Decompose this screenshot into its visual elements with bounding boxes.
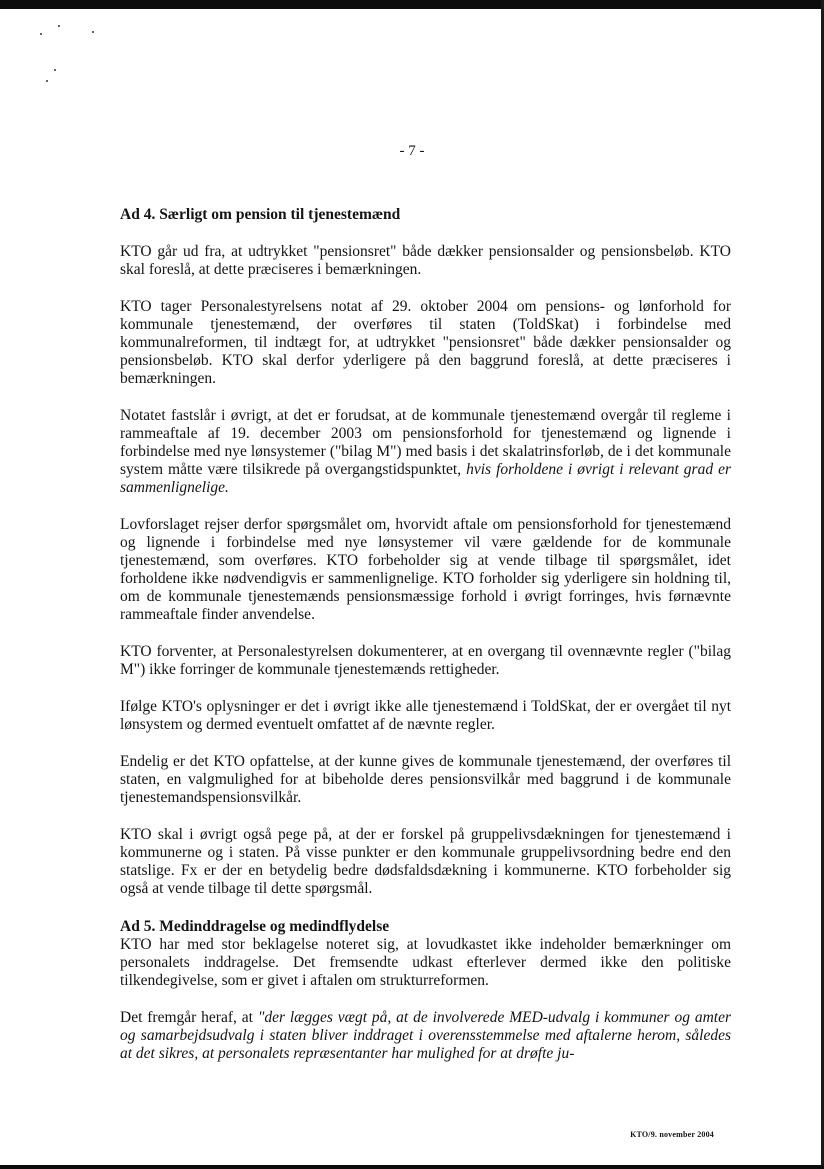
quotation-text: "der lægges vægt på, at de involverede MED-udvalg i kommuner og amter og samarbejdsudvalg i staten bliver inddraget i overensstemmelse med aftalerne herom, således at det sikres, at personalets repræsentanter har mulighed for at drøfte ju- — [120, 1009, 731, 1062]
scan-speck — [92, 31, 94, 33]
scan-top-edge — [0, 0, 824, 9]
paragraph: Ifølge KTO's oplysninger er det i øvrigt ikke alle tjenestemænd i ToldSkat, der er overgået til nyt lønsystem og dermed eventuelt omfattet af de nævnte regler. — [120, 698, 731, 733]
scan-speck — [40, 33, 42, 35]
paragraph: KTO forventer, at Personalestyrelsen dokumenterer, at en overgang til ovennævnte regler ("bilag M") ikke forringer de kommunale tjenestemænds rettigheder. — [120, 643, 731, 678]
paragraph-italic-text: hvis forholdene i øvrigt i relevant grad er sammenlignelige. — [120, 461, 731, 496]
paragraph: KTO går ud fra, at udtrykket "pensionsret" både dækker pensionsalder og pensionsbeløb. KTO skal foreslå, at dette præciseres i bemærkningen. — [120, 243, 731, 278]
section-heading-5: Ad 5. Medinddragelse og medindflydelse — [120, 918, 390, 935]
paragraph — [120, 1009, 731, 1063]
paragraph — [120, 407, 731, 497]
page-number: - 7 - — [399, 143, 425, 159]
scan-speck — [54, 69, 56, 71]
paragraph-text: Det fremgår heraf, at — [120, 1009, 258, 1026]
paragraph: Endelig er det KTO opfattelse, at der kunne gives de kommunale tjenestemænd, der overføres til staten, en valgmulighed for at bibeholde deres pensionsvilkår med baggrund i de kommunale tjenestemandspensionsvilkår. — [120, 753, 731, 806]
section-heading-4: Ad 4. Særligt om pension til tjenestemænd — [120, 206, 401, 223]
paragraph: KTO har med stor beklagelse noteret sig, at lovudkastet ikke indeholder bemærkninger om personalets inddragelse. Det fremsendte udkast efterlever dermed ikke den politiske tilkendegivelse, som er givet i aftalen om strukturreformen. — [120, 936, 731, 989]
scan-bottom-edge — [0, 1165, 824, 1169]
scan-speck — [46, 80, 48, 82]
document-body — [120, 205, 731, 1082]
paragraph: Lovforslaget rejser derfor spørgsmålet om, hvorvidt aftale om pensionsforhold for tjenestemænd og lignende i forbindelse med nye lønsystemer vil være gældende for de kommunale tjenestemænd, som overføres. KTO forbeholder sig at vende tilbage til spørgsmålet, idet forholdene ikke nødvendigvis er sammenlignelige. KTO forholder sig yderligere sin holdning til, om de kommunale tjenestemænds pensionsmæssige forhold i øvrigt forringes, hvis førnævnte rammeaftale finder anvendelse. — [120, 516, 731, 623]
paragraph-text: Notatet fastslår i øvrigt, at det er forudsat, at de kommunale tjenestemænd overgår til regleme i rammeaftale af 19. december 2003 om pensionsforhold for tjenestemænd og lignende i forbindelse med nye lønsystemer ("bilag M") med basis i det skalatrinsforløb, de i det kommunale system måtte være tilsikrede på overgangstidspunktet, — [120, 407, 731, 478]
footer-date: KTO/9. november 2004 — [630, 1130, 714, 1139]
paragraph: KTO skal i øvrigt også pege på, at der er forskel på gruppelivsdækningen for tjenestemænd i kommunerne og i staten. På visse punkter er den kommunale gruppelivsordning bedre end den statslige. Fx er der en betydelig bedre dødsfaldsdækning i kommunerne. KTO forbeholder sig også at vende tilbage til dette spørgsmål. — [120, 826, 731, 897]
paragraph: KTO tager Personalestyrelsens notat af 29. oktober 2004 om pensions- og lønforhold for kommunale tjenestemænd, der overføres til staten (ToldSkat) i forbindelse med kommunalreformen, til indtægt for, at udtrykket "pensionsret" både dækker pensionsalder og pensionsbeløb. KTO skal derfor yderligere på den baggrund foreslå, at dette præciseres i bemærkningen. — [120, 298, 731, 387]
scan-speck — [58, 25, 60, 27]
